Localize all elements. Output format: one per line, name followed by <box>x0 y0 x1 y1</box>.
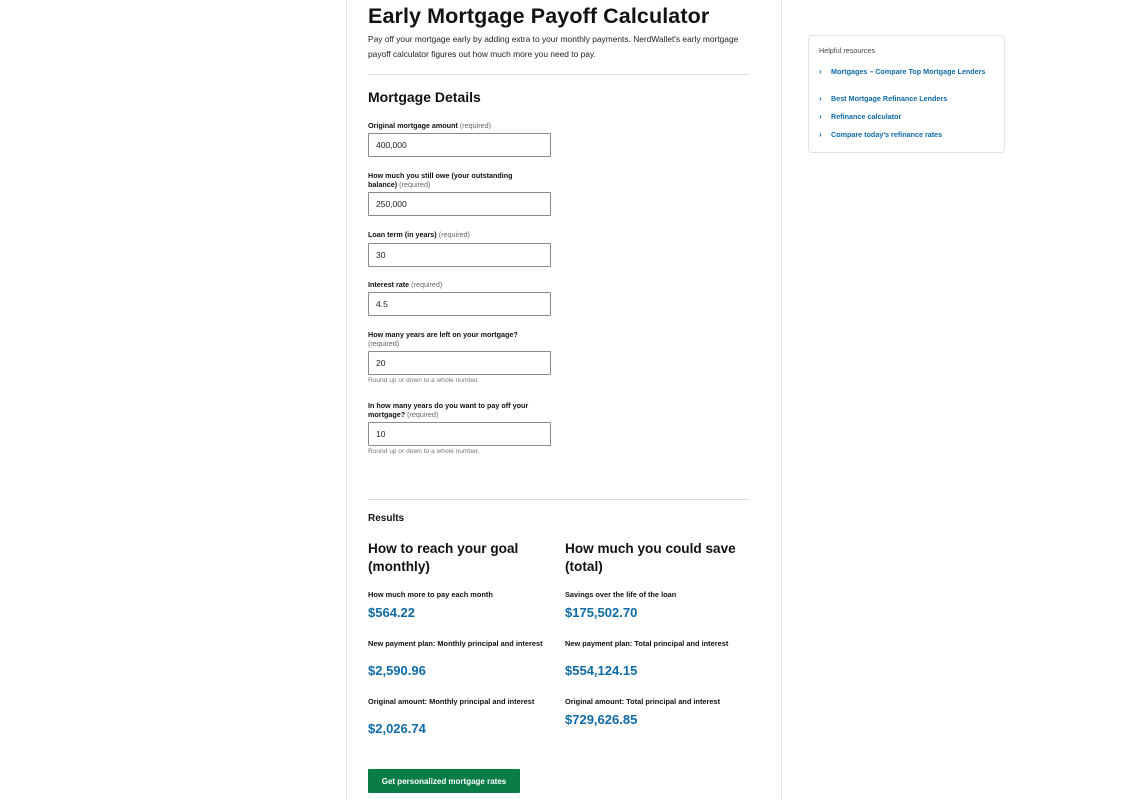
required-note: (required) <box>438 230 470 239</box>
label-text: Loan term (in years) <box>368 230 437 239</box>
required-note: (required) <box>399 180 431 189</box>
metric-label: Savings over the life of the loan <box>565 590 677 599</box>
chevron-right-icon: › <box>819 94 822 103</box>
divider <box>368 499 749 500</box>
resource-link-label: Best Mortgage Refinance Lenders <box>831 94 948 103</box>
label-text: Interest rate <box>368 280 410 289</box>
label-text: In how many years do you want to pay off your mortgage? <box>368 401 529 419</box>
field-label-payoff-years <box>368 401 553 419</box>
results-label: Results <box>368 513 405 524</box>
resource-link-refinance-lenders[interactable] <box>819 93 999 104</box>
metric-label: How much more to pay each month <box>368 590 493 599</box>
page-title: Early Mortgage Payoff Calculator <box>368 4 710 28</box>
chevron-right-icon: › <box>819 67 822 76</box>
helpful-resources-panel <box>808 35 1005 153</box>
required-note: (required) <box>368 339 400 348</box>
metric-label: New payment plan: Monthly principal and interest <box>368 639 543 648</box>
interest-rate-input[interactable] <box>368 292 551 316</box>
label-text: How much you still owe (your outstanding balance) <box>368 171 513 189</box>
payoff-years-hint: Round up or down to a whole number. <box>368 448 480 455</box>
label-text: Original mortgage amount <box>368 121 458 130</box>
metric-label: Original amount: Total principal and interest <box>565 697 721 706</box>
metric-value: $2,590.96 <box>368 663 426 678</box>
metric-value: $729,626.85 <box>565 712 638 727</box>
resource-link-label: Mortgages – Compare Top Mortgage Lenders <box>831 67 986 76</box>
payoff-years-input[interactable] <box>368 422 551 446</box>
chevron-right-icon: › <box>819 112 822 121</box>
field-label-original-amount <box>368 121 548 130</box>
metric-label: Original amount: Monthly principal and interest <box>368 697 535 706</box>
divider <box>368 74 749 75</box>
page-intro: Pay off your mortgage early by adding extra to your monthly payments. NerdWallet's early mortgage payoff calculator figures out how much more you need to pay. <box>368 34 739 59</box>
outstanding-balance-input[interactable] <box>368 192 551 216</box>
field-label-loan-term <box>368 230 548 239</box>
required-note: (required) <box>411 280 443 289</box>
metric-value: $564.22 <box>368 605 415 620</box>
main-panel <box>346 0 782 800</box>
section-title: Mortgage Details <box>368 89 481 105</box>
field-label-outstanding-balance <box>368 171 538 189</box>
metric-label: New payment plan: Total principal and interest <box>565 639 729 648</box>
metric-value: $2,026.74 <box>368 721 426 736</box>
required-note: (required) <box>407 410 439 419</box>
metric-value: $175,502.70 <box>565 605 638 620</box>
years-left-input[interactable] <box>368 351 551 375</box>
resource-link-refinance-calculator[interactable] <box>819 111 999 122</box>
resource-link-compare-lenders[interactable] <box>819 66 999 77</box>
field-label-interest-rate <box>368 280 548 289</box>
resource-link-label: Refinance calculator <box>831 112 902 121</box>
resource-link-refinance-rates[interactable] <box>819 129 999 140</box>
metric-value: $554,124.15 <box>565 663 638 678</box>
label-text: How many years are left on your mortgage? <box>368 330 518 339</box>
monthly-heading: How to reach your goal (monthly) <box>368 541 519 574</box>
get-personalized-rates-button[interactable]: Get personalized mortgage rates <box>368 769 520 793</box>
results-total-column <box>565 540 753 727</box>
required-note: (required) <box>459 121 492 130</box>
loan-term-input[interactable] <box>368 243 551 267</box>
resource-link-label: Compare today's refinance rates <box>831 130 943 139</box>
years-left-hint: Round up or down to a whole number. <box>368 377 480 384</box>
resources-title: Helpful resources <box>819 46 875 55</box>
chevron-right-icon: › <box>819 130 822 139</box>
original-mortgage-amount-input[interactable] <box>368 133 551 157</box>
field-label-years-left <box>368 330 538 348</box>
total-heading: How much you could save (total) <box>565 541 736 574</box>
results-monthly-column <box>368 540 556 736</box>
